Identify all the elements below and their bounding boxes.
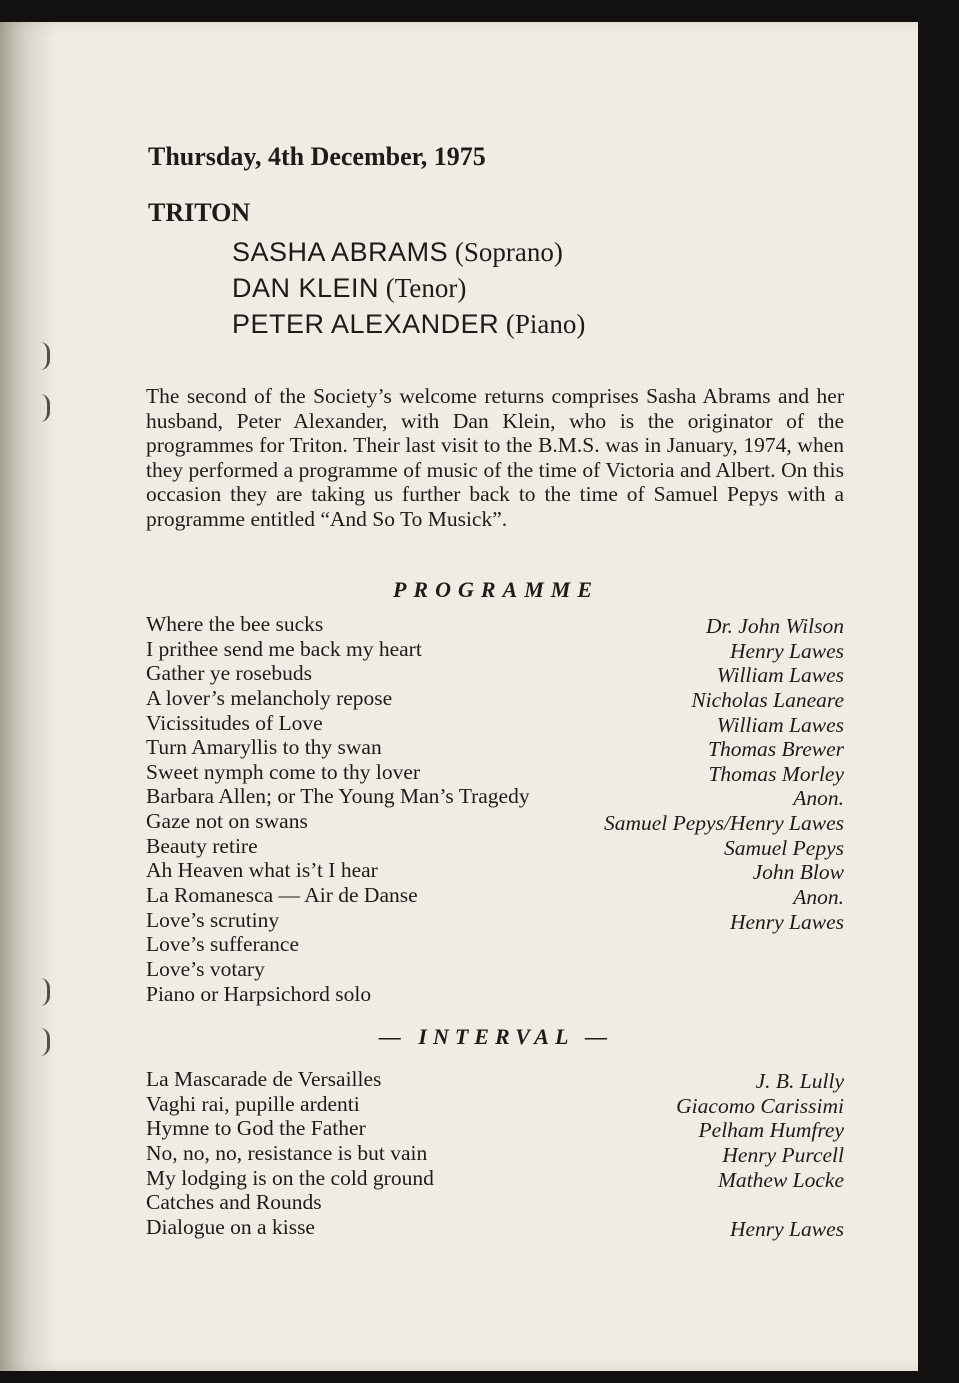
piece-title: Hymne to God the Father bbox=[146, 1116, 366, 1141]
performer bbox=[232, 306, 585, 342]
performer-name: DAN KLEIN bbox=[232, 273, 380, 303]
page-gutter-shadow bbox=[0, 22, 55, 1371]
piece-composer: Thomas Brewer bbox=[708, 737, 844, 762]
piece-composer: William Lawes bbox=[716, 663, 844, 688]
programme-item bbox=[146, 858, 844, 883]
piece-composer: Anon. bbox=[793, 885, 844, 910]
performer-role: (Soprano) bbox=[454, 237, 563, 267]
performer bbox=[232, 234, 585, 270]
programme-item bbox=[146, 1166, 844, 1191]
programme-item bbox=[146, 1067, 844, 1092]
piece-title: La Mascarade de Versailles bbox=[146, 1067, 382, 1091]
programme-item bbox=[146, 637, 844, 662]
piece-title: Ah Heaven what is’t I hear bbox=[146, 858, 378, 883]
piece-composer: Mathew Locke bbox=[718, 1167, 844, 1192]
piece-composer: Anon. bbox=[793, 786, 844, 811]
performer-role: (Piano) bbox=[505, 309, 586, 339]
programme-item bbox=[146, 760, 844, 785]
piece-composer: Henry Lawes bbox=[729, 638, 844, 663]
programme-item bbox=[146, 809, 844, 834]
programme-item bbox=[146, 908, 844, 933]
intro-paragraph: The second of the Society’s welcome returns comprises Sasha Abrams and her husband, Peter Alexander, with Dan Klein, who is the originator of the programmes for Triton. Their last visit to the B.M.S. was in January, 1974, when they performed a programme of music of the time of Victoria and Albert. On this occasion they are taking us further back to the time of Samuel Pepys with a programme entitled “And So To Musick”. bbox=[146, 384, 844, 531]
binding-staple-icon bbox=[35, 978, 50, 1006]
piece-composer: Henry Purcell bbox=[722, 1142, 844, 1167]
programme-item bbox=[146, 711, 844, 736]
programme-part-one bbox=[146, 612, 844, 1006]
piece-title: Piano or Harpsichord solo bbox=[146, 981, 372, 1006]
piece-title: Barbara Allen; or The Young Man’s Tragedy bbox=[146, 784, 530, 809]
programme-part-two bbox=[146, 1067, 844, 1239]
programme-item bbox=[146, 1215, 844, 1240]
piece-composer: Samuel Pepys bbox=[723, 835, 844, 860]
piece-composer: Dr. John Wilson bbox=[706, 614, 844, 638]
piece-title: No, no, no, resistance is but vain bbox=[146, 1140, 428, 1165]
programme-item bbox=[146, 735, 844, 760]
piece-title: I prithee send me back my heart bbox=[146, 636, 422, 661]
programme-item bbox=[146, 686, 844, 711]
piece-title: Turn Amaryllis to thy swan bbox=[146, 735, 382, 760]
programme-item bbox=[146, 661, 844, 686]
piece-title: Sweet nymph come to thy lover bbox=[146, 759, 421, 784]
piece-composer: Henry Lawes bbox=[729, 909, 844, 934]
piece-title: Beauty retire bbox=[146, 833, 258, 858]
piece-title: Vicissitudes of Love bbox=[146, 710, 323, 735]
binding-staple-icon bbox=[35, 342, 50, 370]
performer-role: (Tenor) bbox=[385, 273, 467, 303]
piece-title: My lodging is on the cold ground bbox=[146, 1165, 434, 1190]
programme-item bbox=[146, 957, 844, 982]
programme-item bbox=[146, 982, 844, 1007]
piece-title: A lover’s melancholy repose bbox=[146, 685, 393, 710]
performer-name: PETER ALEXANDER bbox=[232, 309, 500, 339]
programme-item bbox=[146, 1141, 844, 1166]
programme-item bbox=[146, 834, 844, 859]
piece-title: Gather ye rosebuds bbox=[146, 661, 312, 686]
piece-composer: Giacomo Carissimi bbox=[676, 1093, 844, 1118]
programme-item bbox=[146, 1190, 844, 1215]
piece-title: La Romanesca — Air de Danse bbox=[146, 883, 418, 908]
programme-item bbox=[146, 784, 844, 809]
piece-title: Where the bee sucks bbox=[146, 612, 324, 636]
programme-item bbox=[146, 883, 844, 908]
piece-title: Gaze not on swans bbox=[146, 809, 308, 834]
piece-title: Vaghi rai, pupille ardenti bbox=[146, 1091, 360, 1116]
piece-title: Love’s votary bbox=[146, 956, 265, 981]
binding-staple-icon bbox=[35, 394, 50, 422]
programme-item bbox=[146, 612, 844, 637]
piece-composer: Pelham Humfrey bbox=[698, 1118, 844, 1143]
piece-composer: John Blow bbox=[752, 860, 844, 885]
piece-title: Love’s scrutiny bbox=[146, 907, 280, 932]
concert-date: Thursday, 4th December, 1975 bbox=[148, 142, 486, 171]
performer-list bbox=[232, 234, 585, 342]
programme-page bbox=[0, 22, 918, 1371]
ensemble-name: TRITON bbox=[148, 198, 251, 227]
interval-heading: — INTERVAL — bbox=[378, 1024, 614, 1049]
piece-title: Catches and Rounds bbox=[146, 1190, 322, 1215]
piece-composer: Thomas Morley bbox=[708, 761, 844, 786]
piece-title: Love’s sufferance bbox=[146, 932, 300, 957]
piece-composer: Samuel Pepys/Henry Lawes bbox=[603, 811, 844, 836]
piece-composer: Henry Lawes bbox=[729, 1216, 844, 1241]
programme-heading: PROGRAMME bbox=[392, 577, 600, 602]
piece-composer: Nicholas Laneare bbox=[691, 687, 844, 712]
piece-composer: J. B. Lully bbox=[755, 1069, 844, 1093]
programme-item bbox=[146, 1116, 844, 1141]
programme-item bbox=[146, 1092, 844, 1117]
binding-staple-icon bbox=[35, 1028, 50, 1056]
performer-name: SASHA ABRAMS bbox=[232, 237, 449, 267]
piece-composer: William Lawes bbox=[716, 712, 844, 737]
performer bbox=[232, 270, 585, 306]
piece-title: Dialogue on a kisse bbox=[146, 1214, 315, 1239]
programme-item bbox=[146, 932, 844, 957]
